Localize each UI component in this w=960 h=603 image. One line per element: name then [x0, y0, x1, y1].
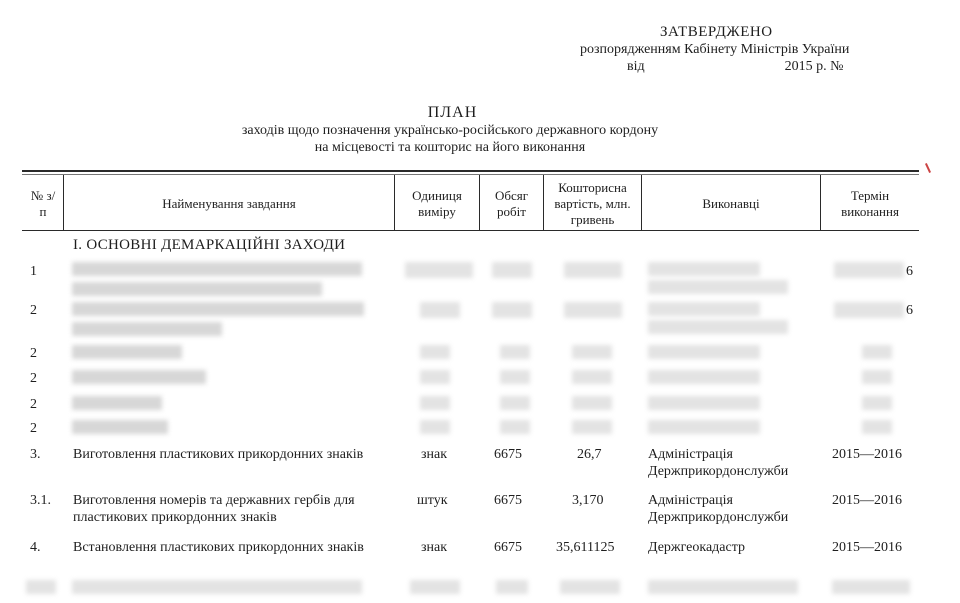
- row-executor: Адміністрація Держприкордонслужби: [648, 493, 789, 525]
- plan-subtitle-line1: заходів щодо позначення українсько-російського державного кордону: [241, 123, 659, 138]
- redacted-volume: [500, 345, 530, 359]
- redacted-cost: [564, 302, 622, 318]
- redacted-row: [648, 580, 798, 594]
- redacted-volume: [500, 420, 530, 434]
- row-term: 2015—2016: [832, 493, 902, 508]
- table-top-rule: [22, 170, 919, 172]
- column-header-unit: Одиниця виміру: [412, 188, 462, 219]
- row-executor: Адміністрація Держприкордонслужби: [648, 447, 789, 479]
- plan-title: ПЛАН: [427, 104, 478, 121]
- redacted-term: [834, 302, 904, 318]
- redacted-cost: [572, 420, 612, 434]
- column-header-number: № з/п: [30, 188, 56, 219]
- redacted-task: [72, 282, 322, 296]
- redacted-task: [72, 302, 364, 316]
- column-header-executor: Виконавці: [702, 196, 760, 211]
- redacted-executor: [648, 320, 788, 334]
- approval-date-line: від 2015 р. №: [627, 59, 844, 74]
- redacted-cost: [564, 262, 622, 278]
- redacted-cost: [572, 370, 612, 384]
- row-number: 2: [30, 303, 37, 318]
- row-task: Встановлення пластикових прикордонних знаків: [73, 540, 364, 555]
- row-cost: 26,7: [577, 447, 602, 462]
- redacted-executor: [648, 345, 760, 359]
- column-header-term: Термін виконання: [841, 188, 899, 219]
- row-term: 2015—2016: [832, 447, 902, 462]
- row-number: 2: [30, 346, 37, 361]
- row-volume: 6675: [494, 493, 522, 508]
- redacted-row: [410, 580, 460, 594]
- row-number: 2: [30, 397, 37, 412]
- redacted-volume: [500, 370, 530, 384]
- redacted-unit: [420, 370, 450, 384]
- term-fragment: 6: [906, 303, 913, 318]
- redacted-volume: [492, 262, 532, 278]
- redacted-term: [862, 420, 892, 434]
- section-title: I. ОСНОВНІ ДЕМАРКАЦІЙНІ ЗАХОДИ: [73, 237, 346, 253]
- row-task: Виготовлення номерів та державних гербів для пластикових прикордонних знаків: [73, 493, 355, 525]
- row-cost: 3,170: [572, 493, 604, 508]
- redacted-unit: [405, 262, 473, 278]
- redacted-row: [26, 580, 56, 594]
- redacted-task: [72, 322, 222, 336]
- redacted-executor: [648, 280, 788, 294]
- redacted-row: [560, 580, 620, 594]
- redacted-cost: [572, 396, 612, 410]
- redacted-task: [72, 345, 182, 359]
- redacted-task: [72, 396, 162, 410]
- table-header-bottom-rule: [22, 230, 919, 231]
- redacted-unit: [420, 396, 450, 410]
- redacted-executor: [648, 370, 760, 384]
- redacted-row: [72, 580, 362, 594]
- row-unit: знак: [421, 447, 448, 462]
- redacted-unit: [420, 302, 460, 318]
- approval-order-line: розпорядженням Кабінету Міністрів України: [580, 42, 850, 57]
- redacted-term: [862, 345, 892, 359]
- row-task: Виготовлення пластикових прикордонних знаків: [73, 447, 364, 462]
- redacted-task: [72, 420, 168, 434]
- row-number: 3.1.: [30, 493, 51, 508]
- row-number: 1: [30, 264, 37, 279]
- table-top-rule-2: [22, 174, 919, 175]
- redacted-executor: [648, 262, 760, 276]
- row-unit: знак: [421, 540, 448, 555]
- redacted-executor: [648, 420, 760, 434]
- row-executor: Держгеокадастр: [648, 540, 746, 555]
- column-header-volume: Обсяг робіт: [494, 188, 529, 219]
- redacted-executor: [648, 396, 760, 410]
- row-term: 2015—2016: [832, 540, 902, 555]
- row-number: 2: [30, 421, 37, 436]
- redacted-task: [72, 370, 206, 384]
- redacted-executor: [648, 302, 760, 316]
- column-header-task: Найменування завдання: [162, 196, 296, 211]
- red-mark: [925, 163, 931, 173]
- row-cost: 35,611125: [556, 540, 615, 555]
- column-header-cost: Кошторисна вартість, млн. гривень: [554, 180, 631, 227]
- approved-stamp: ЗАТВЕРДЖЕНО: [660, 24, 773, 40]
- redacted-unit: [420, 345, 450, 359]
- row-number: 4.: [30, 540, 41, 555]
- redacted-term: [834, 262, 904, 278]
- row-number: 3.: [30, 447, 41, 462]
- row-unit: штук: [417, 493, 448, 508]
- term-fragment: 6: [906, 264, 913, 279]
- redacted-term: [862, 396, 892, 410]
- plan-subtitle-line2: на місцевості та кошторис на його виконання: [314, 140, 586, 155]
- redacted-cost: [572, 345, 612, 359]
- redacted-term: [862, 370, 892, 384]
- redacted-task: [72, 262, 362, 276]
- redacted-row: [496, 580, 528, 594]
- redacted-row: [832, 580, 910, 594]
- redacted-volume: [500, 396, 530, 410]
- row-volume: 6675: [494, 540, 522, 555]
- redacted-unit: [420, 420, 450, 434]
- redacted-volume: [492, 302, 532, 318]
- row-volume: 6675: [494, 447, 522, 462]
- row-number: 2: [30, 371, 37, 386]
